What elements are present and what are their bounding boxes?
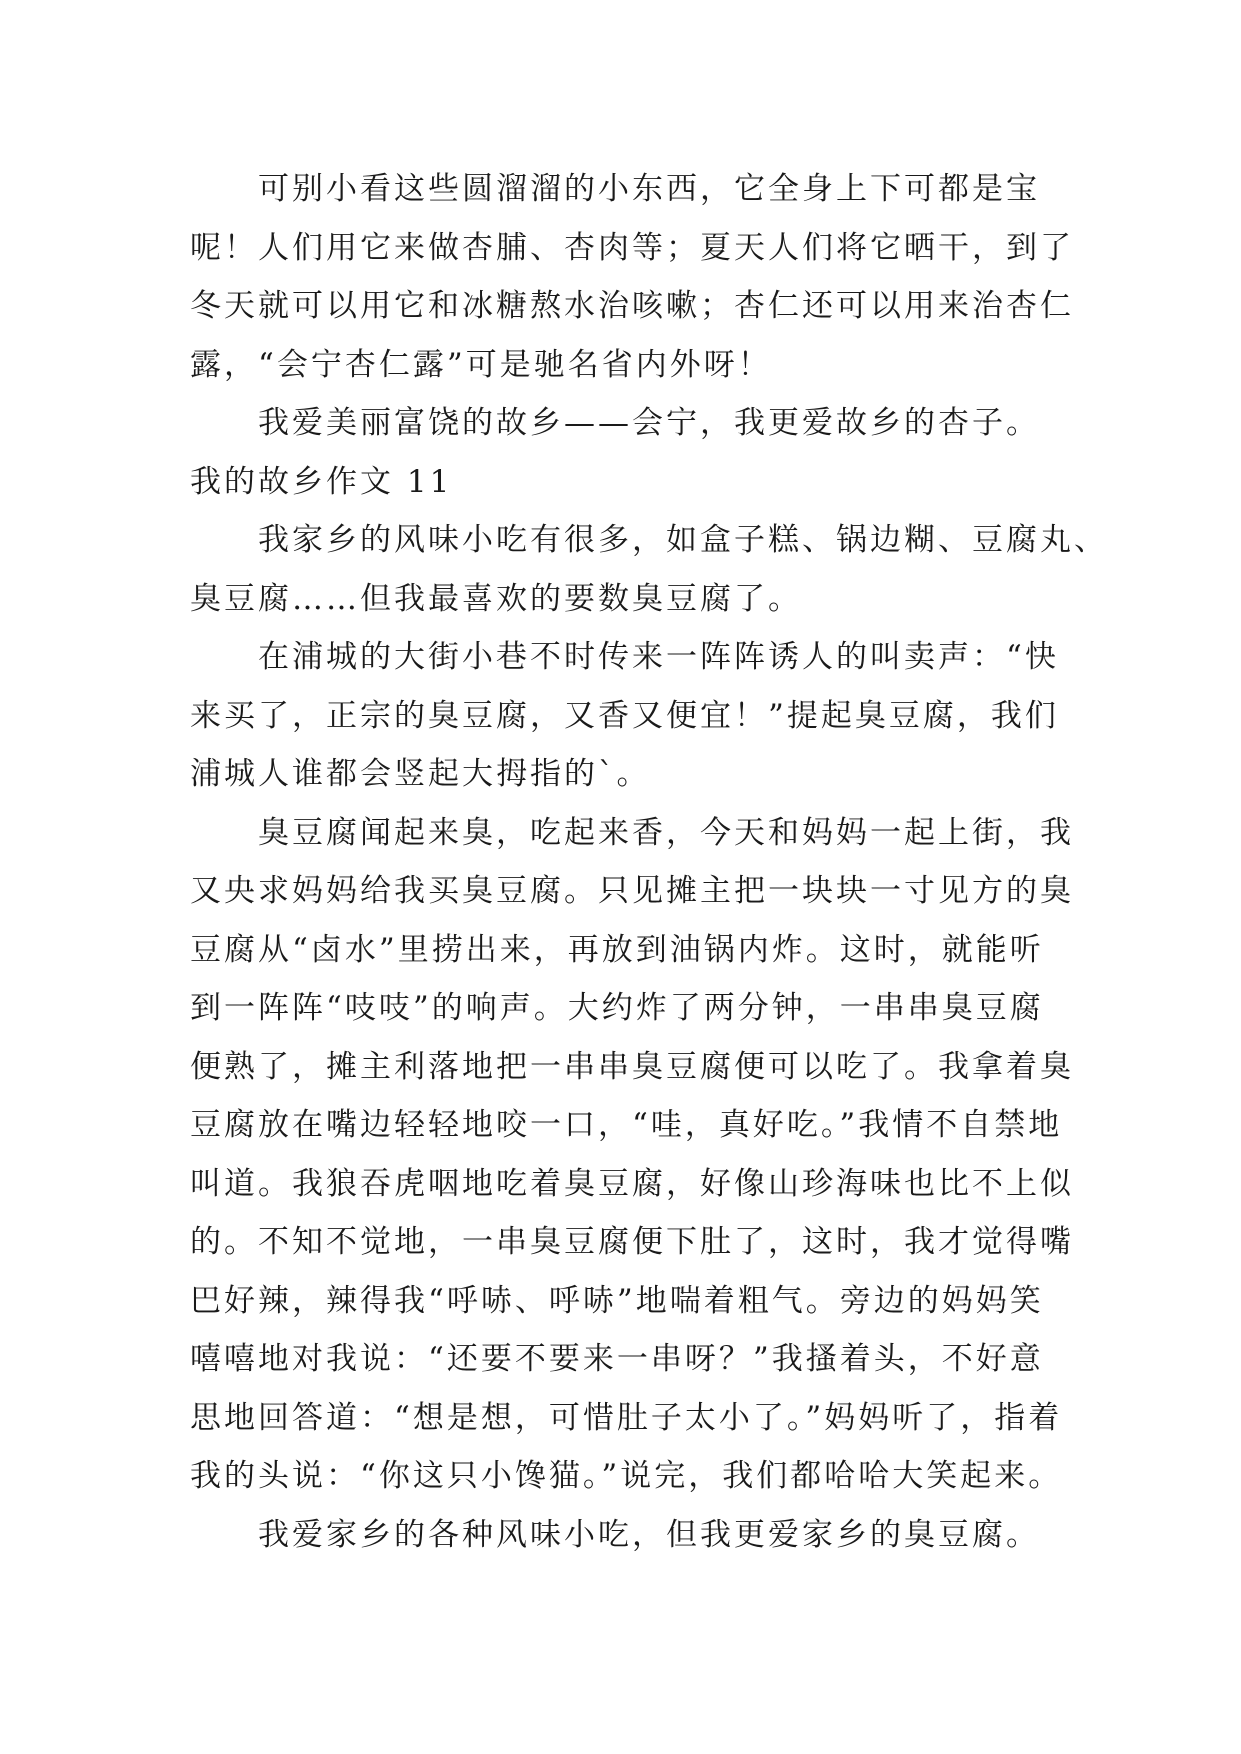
text-line: 臭豆腐闻起来臭，吃起来香，今天和妈妈一起上街，我 [258,814,1074,851]
text-line: 呢！人们用它来做杏脯、杏肉等；夏天人们将它晒干，到了 [190,229,1074,266]
section-heading: 我的故乡作文 11 [190,463,453,500]
text-line: 可别小看这些圆溜溜的小东西，它全身上下可都是宝 [258,171,1040,207]
text-line: 我家乡的风味小吃有很多，如盒子糕、锅边糊、豆腐丸、 [258,522,1108,558]
text-line: 的。不知不觉地，一串臭豆腐便下肚了，这时，我才觉得嘴 [190,1224,1074,1260]
text-line: 浦城人谁都会竖起大拇指的`。 [190,756,651,792]
text-line: 嘻嘻地对我说：“还要不要来一串呀？”我搔着头，不好意 [190,1341,1044,1377]
text-line: 我爱美丽富饶的故乡——会宁，我更爱故乡的杏子。 [258,405,1040,441]
text-line: 臭豆腐……但我最喜欢的要数臭豆腐了。 [190,580,802,617]
text-line: 便熟了，摊主利落地把一串串臭豆腐便可以吃了。我拿着臭 [190,1048,1074,1085]
text-line: 我的头说：“你这只小馋猫。”说完，我们都哈哈大笑起来。 [190,1458,1063,1494]
document-body [190,160,1108,1564]
text-line: 到一阵阵“吱吱”的响声。大约炸了两分钟，一串串臭豆腐 [190,990,1044,1026]
text-line: 又央求妈妈给我买臭豆腐。只见摊主把一块块一寸见方的臭 [190,873,1074,909]
text-line: 豆腐从“卤水”里捞出来，再放到油锅内炸。这时，就能听 [190,931,1044,968]
text-line: 在浦城的大街小巷不时传来一阵阵诱人的叫卖声：“快 [258,639,1059,675]
text-line: 巴好辣，辣得我“呼哧、呼哧”地喘着粗气。旁边的妈妈笑 [190,1282,1044,1319]
text-line: 豆腐放在嘴边轻轻地咬一口，“哇，真好吃。”我情不自禁地 [190,1107,1063,1143]
text-line: 思地回答道：“想是想，可惜肚子太小了。”妈妈听了，指着 [190,1399,1063,1436]
text-line: 叫道。我狼吞虎咽地吃着臭豆腐，好像山珍海味也比不上似 [190,1165,1074,1202]
text-line: 冬天就可以用它和冰糖熬水治咳嗽；杏仁还可以用来治杏仁 [190,288,1074,324]
text-line: 露，“会宁杏仁露”可是驰名省内外呀！ [190,346,772,383]
text-line: 我爱家乡的各种风味小吃，但我更爱家乡的臭豆腐。 [258,1516,1040,1553]
text-line: 来买了，正宗的臭豆腐，又香又便宜！”提起臭豆腐，我们 [190,697,1059,734]
